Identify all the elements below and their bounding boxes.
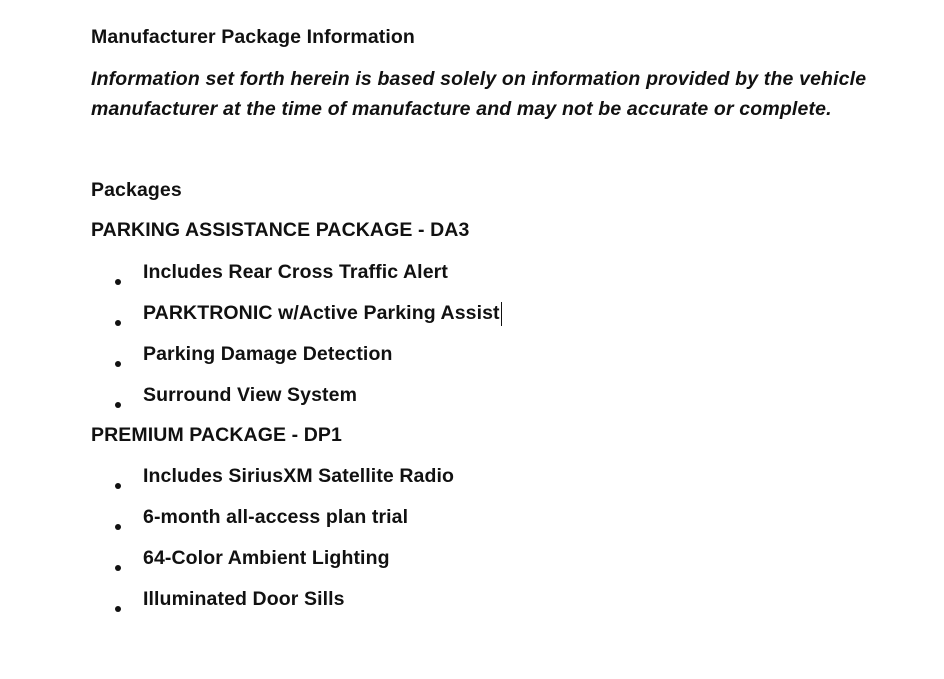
list-item-text: 64-Color Ambient Lighting <box>143 547 390 569</box>
bullet-icon <box>115 483 121 489</box>
disclaimer-text: Information set forth herein is based solely on information provided by the vehicle manufacturer at the time of manufacture and may not be accurate or complete. <box>91 68 867 120</box>
document-title: Manufacturer Package Information <box>91 26 415 48</box>
package-name-premium: PREMIUM PACKAGE - DP1 <box>91 424 342 446</box>
list-item-text: 6-month all-access plan trial <box>143 506 409 528</box>
packages-heading: Packages <box>91 179 182 201</box>
bullet-icon <box>115 279 121 285</box>
list-item-text: Includes SiriusXM Satellite Radio <box>143 465 455 487</box>
bullet-icon <box>115 402 121 408</box>
bullet-icon <box>115 565 121 571</box>
bullet-icon <box>115 524 121 530</box>
package-name-parking: PARKING ASSISTANCE PACKAGE - DA3 <box>91 219 470 241</box>
list-item-text: Surround View System <box>143 384 358 406</box>
list-item-text: Parking Damage Detection <box>143 343 393 365</box>
list-item-text: PARKTRONIC w/Active Parking Assist <box>143 302 500 324</box>
bullet-icon <box>115 361 121 367</box>
bullet-icon <box>115 606 121 612</box>
text-cursor <box>501 302 502 326</box>
bullet-icon <box>115 320 121 326</box>
list-item-text: Illuminated Door Sills <box>143 588 345 610</box>
list-item-text: Includes Rear Cross Traffic Alert <box>143 261 448 283</box>
